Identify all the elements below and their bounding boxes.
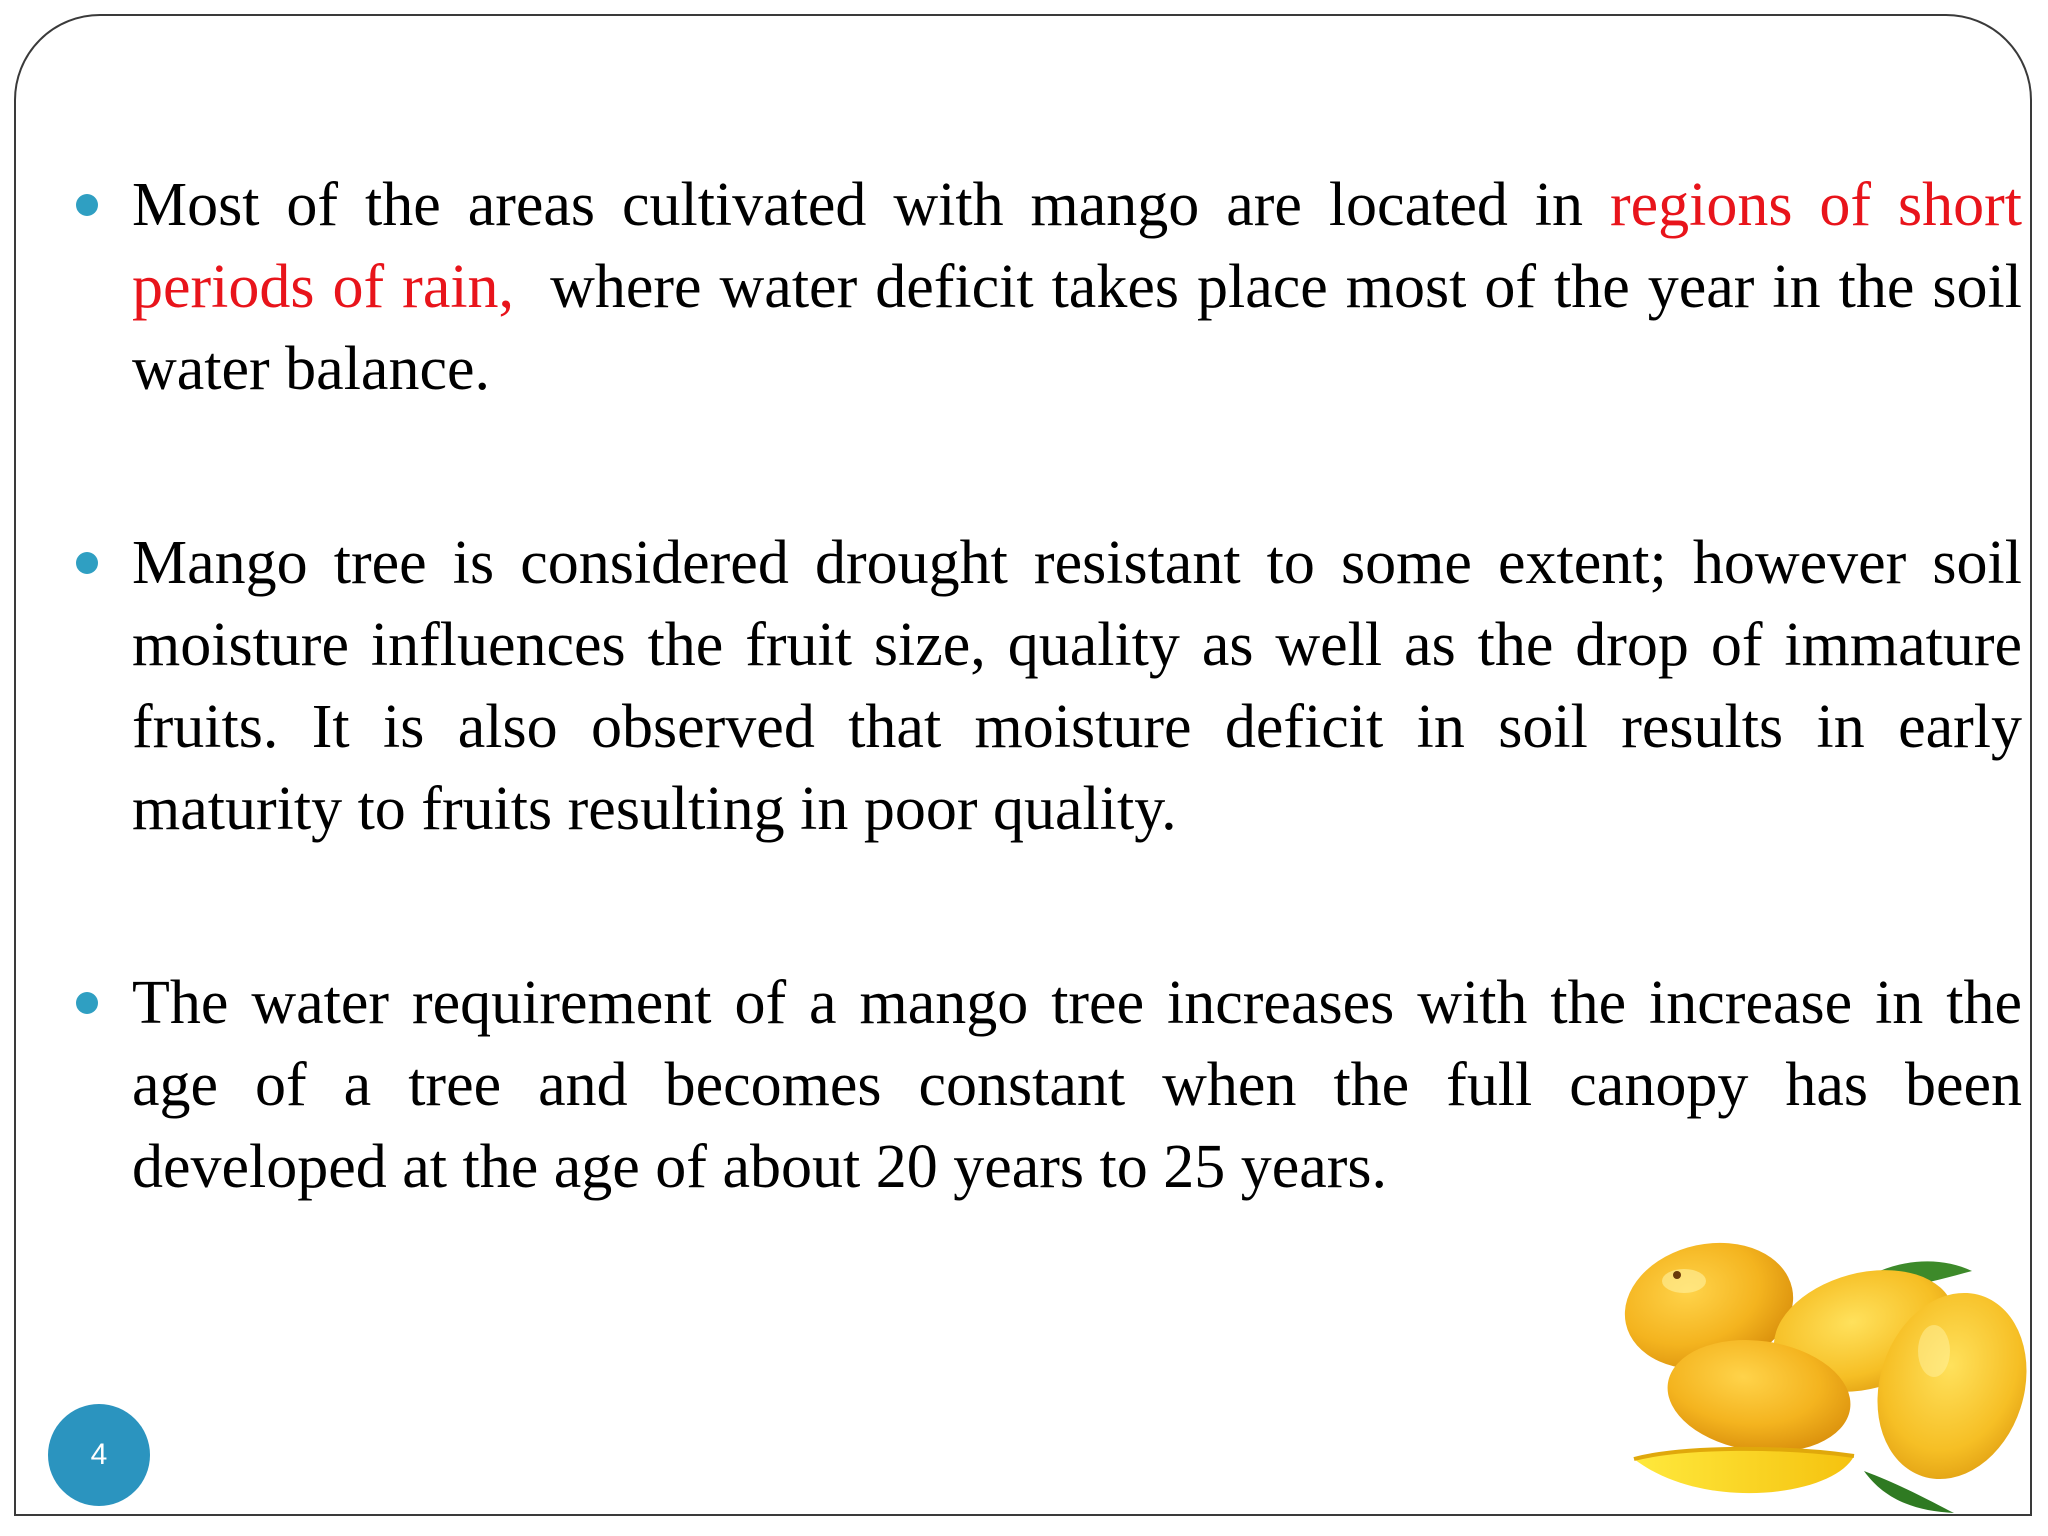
bullet-1-text-before: Most of the areas cultivated with mango are located in	[132, 171, 1610, 239]
bullet-item-1	[56, 164, 2038, 410]
page-number-badge: 4	[48, 1404, 150, 1506]
bullet-1-highlight: regions of short periods of rain,	[132, 171, 2022, 321]
circle-bullet-icon	[76, 194, 98, 216]
mango-slice-shape	[1634, 1449, 1854, 1493]
bullet-item-3	[56, 962, 2022, 1208]
bullet-item-2	[56, 522, 2022, 850]
circle-bullet-icon	[76, 552, 98, 574]
bullet-1-text-after: where water deficit takes place most of the year in the soil water balance.	[132, 253, 2038, 403]
bullet-3-text: The water requirement of a mango tree increases with the increase in the age of a tree and becomes constant when the full canopy has been developed at the age of about 20 years to 25 years.	[132, 969, 2022, 1201]
bullet-list	[56, 164, 2038, 1208]
bullet-2-text: Mango tree is considered drought resistant to some extent; however soil moisture influences the fruit size, quality as well as the drop of immature fruits. It is also observed that moisture deficit in soil results in early maturity to fruits resulting in poor quality.	[132, 529, 2022, 843]
circle-bullet-icon	[76, 992, 98, 1014]
mango-fruit-illustration	[1614, 1241, 2024, 1516]
slide	[14, 14, 2038, 1516]
